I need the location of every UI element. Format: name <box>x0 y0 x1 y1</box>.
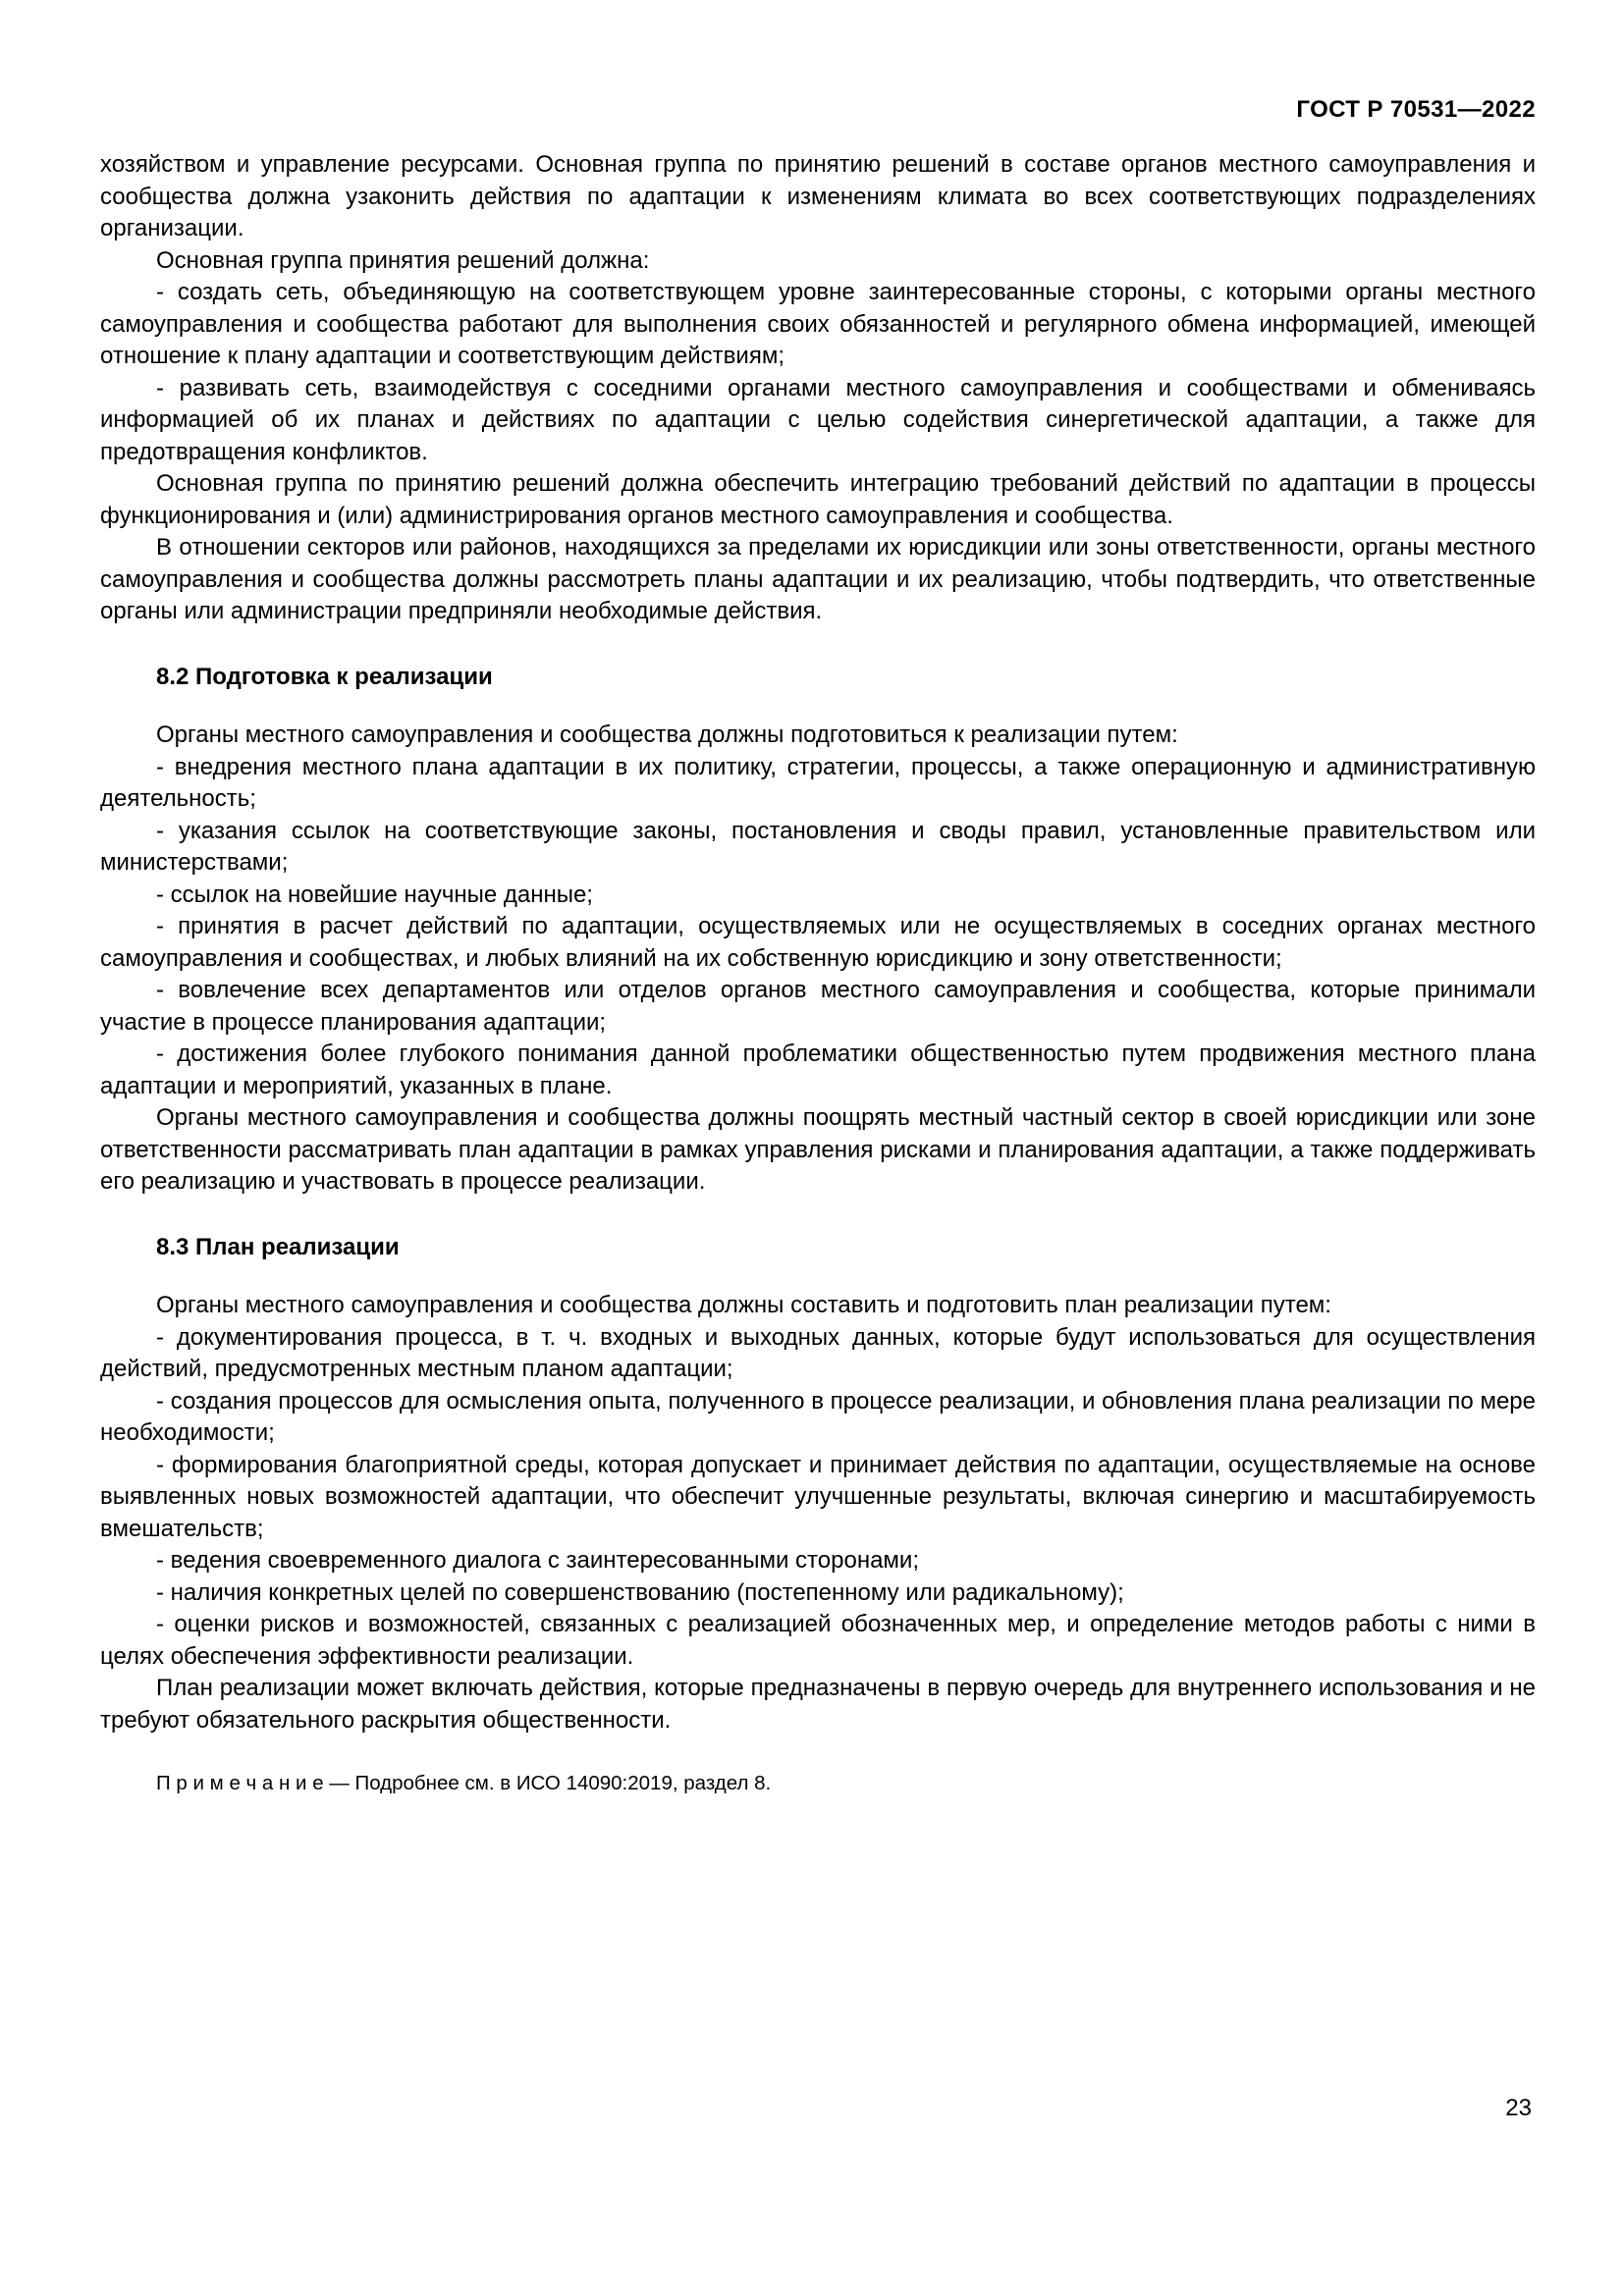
list-item-paragraph: - ссылок на новейшие научные данные; <box>156 881 593 908</box>
list-item-paragraph: - документирования процесса, в т. ч. входных и выходных данных, которые будут использоваться для осуществления действий, предусмотренных местным планом адаптации; <box>100 1323 1536 1382</box>
list-item-paragraph: - указания ссылок на соответствующие законы, постановления и своды правил, установленные правительством или министерствами; <box>100 817 1536 876</box>
list-item-paragraph: - ведения своевременного диалога с заинтересованными сторонами; <box>156 1547 919 1574</box>
list-item-paragraph: - наличия конкретных целей по совершенствованию (постепенному или радикальному); <box>156 1578 1124 1606</box>
page-footer <box>1505 2095 1532 2122</box>
paragraph: Основная группа принятия решений должна: <box>156 246 650 274</box>
document-code: ГОСТ Р 70531—2022 <box>1296 96 1536 123</box>
list-item-paragraph: - принятия в расчет действий по адаптации, осуществляемых или не осуществляемых в соседних органах местного самоуправления и сообществах, и любых влияний на их собственную юрисдикцию и зону ответственности; <box>100 913 1536 972</box>
note-paragraph: П р и м е ч а н и е — Подробнее см. в ИСО 14090:2019, раздел 8. <box>156 1772 772 1794</box>
paragraph: Органы местного самоуправления и сообщества должны подготовиться к реализации путем: <box>156 721 1178 748</box>
list-item-paragraph: - внедрения местного плана адаптации в их политику, стратегии, процессы, а также операционную и административную деятельность; <box>100 753 1536 812</box>
paragraph: Основная группа по принятию решений должна обеспечить интеграцию требований действий по адаптации в процессы функционирования и (или) администрирования органов местного самоуправления и сообщества. <box>100 470 1536 529</box>
list-item-paragraph: - развивать сеть, взаимодействуя с соседними органами местного самоуправления и сообществами и обмениваясь информацией об их планах и действиях по адаптации с целью содействия синергетической адаптации, а также для предотвращения конфликтов. <box>100 374 1536 465</box>
paragraph-continued: хозяйством и управление ресурсами. Основная группа по принятию решений в составе органов местного самоуправления и сообщества должна узаконить действия по адаптации к изменениям климата во всех соответствующих подразделениях организации. <box>100 151 1536 241</box>
document-body <box>100 149 1536 1797</box>
paragraph: Органы местного самоуправления и сообщества должны составить и подготовить план реализации путем: <box>156 1292 1331 1318</box>
page-header <box>100 96 1536 124</box>
list-item-paragraph: - создать сеть, объединяющую на соответствующем уровне заинтересованные стороны, с которыми органы местного самоуправления и сообщества работают для выполнения своих обязанностей и регулярного обмена информацией, имеющей отношение к плану адаптации и соответствующим действиям; <box>100 279 1536 369</box>
list-item-paragraph: - вовлечение всех департаментов или отделов органов местного самоуправления и сообщества, которые принимали участие в процессе планирования адаптации; <box>100 977 1536 1036</box>
list-item-paragraph: - создания процессов для осмысления опыта, полученного в процессе реализации, и обновления плана реализации по мере необходимости; <box>100 1387 1536 1446</box>
list-item-paragraph: - формирования благоприятной среды, которая допускает и принимает действия по адаптации, осуществляемые на основе выявленных новых возможностей адаптации, что обеспечит улучшенные результаты, включая синергию и масштабируемость вмешательств; <box>100 1451 1536 1542</box>
page-number: 23 <box>1505 2095 1532 2121</box>
paragraph: Органы местного самоуправления и сообщества должны поощрять местный частный сектор в своей юрисдикции или зоне ответственности рассматривать план адаптации в рамках управления рисками и планирования адаптации, а также поддерживать его реализацию и участвовать в процессе реализации. <box>100 1104 1536 1195</box>
paragraph: План реализации может включать действия, которые предназначены в первую очередь для внутреннего использования и не требуют обязательного раскрытия общественности. <box>100 1675 1536 1734</box>
list-item-paragraph: - оценки рисков и возможностей, связанных с реализацией обозначенных мер, и определение методов работы с ними в целях обеспечения эффективности реализации. <box>100 1611 1536 1670</box>
section-heading: 8.2 Подготовка к реализации <box>156 663 493 690</box>
list-item-paragraph: - достижения более глубокого понимания данной проблематики общественностью путем продвижения местного плана адаптации и мероприятий, указанных в плане. <box>100 1041 1536 1099</box>
section-heading: 8.3 План реализации <box>156 1233 400 1260</box>
paragraph: В отношении секторов или районов, находящихся за пределами их юрисдикции или зоны ответственности, органы местного самоуправления и сообщества должны рассмотреть планы адаптации и их реализацию, чтобы подтвердить, что ответственные органы или администрации предприняли необходимые действия. <box>100 534 1536 624</box>
